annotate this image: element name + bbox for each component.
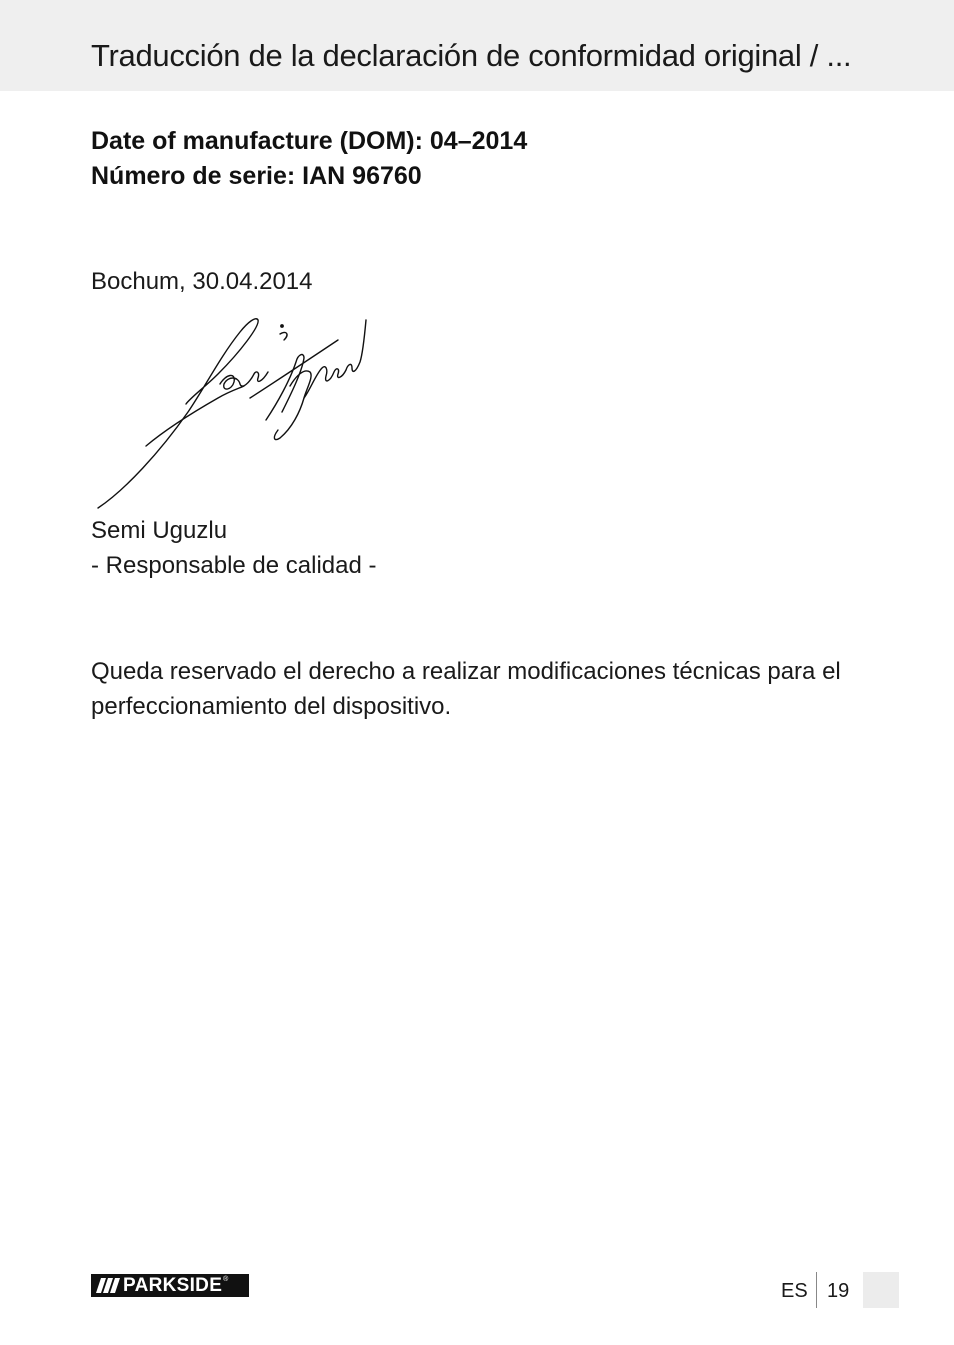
signer-block (91, 513, 377, 583)
page-tab-marker (863, 1272, 899, 1308)
page-title: Traducción de la declaración de conformidad original / ... (91, 38, 852, 73)
technical-changes-notice: Queda reservado el derecho a realizar modificaciones técnicas para el perfeccionamiento del dispositivo. (91, 658, 841, 720)
signer-role: - Responsable de calidad - (91, 552, 377, 579)
product-info (91, 124, 527, 194)
logo-stripes-icon (91, 1274, 121, 1297)
date-of-manufacture: Date of manufacture (DOM): 04–2014 (91, 127, 528, 155)
language-code: ES (781, 1280, 808, 1302)
place-date: Bochum, 30.04.2014 (91, 268, 313, 295)
signer-name: Semi Uguzlu (91, 517, 228, 544)
signature-icon (90, 312, 380, 517)
page-number: 19 (827, 1280, 850, 1302)
serial-number: Número de serie: IAN 96760 (91, 162, 422, 190)
brand-name: PARKSIDE (123, 1275, 223, 1296)
parkside-logo (91, 1274, 249, 1297)
registered-mark: ® (223, 1276, 229, 1283)
footer-divider (816, 1272, 817, 1308)
